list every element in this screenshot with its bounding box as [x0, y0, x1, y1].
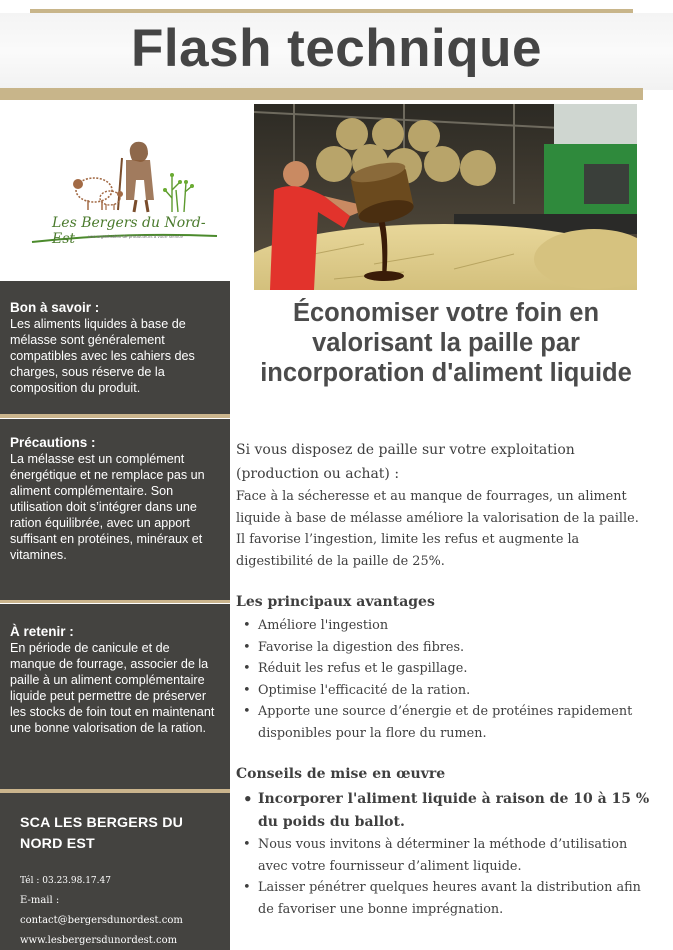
precautions-heading: Précautions :	[10, 435, 96, 450]
list-item: • Incorporer l'aliment liquide à raison de 10 à 15 % du poids du ballot.	[236, 788, 656, 834]
contact-box	[0, 793, 230, 950]
advantages-list	[236, 615, 656, 744]
farm-photo	[254, 104, 637, 290]
list-item: • Optimise l'efficacité de la ration.	[236, 680, 656, 702]
precautions-text: La mélasse est un complément énergétique et ne remplace pas un aliment complémentaire. Son utilisation doit s’intégrer dans une ration équilibrée, avec un apport suffisant en protéines, minéraux et vitamines.	[10, 452, 205, 562]
intro-lead: Si vous disposez de paille sur votre exploitation (production ou achat) :	[236, 442, 575, 482]
farmer-pouring-molasses-image	[254, 104, 637, 290]
list-item: • Apporte une source d’énergie et de protéines rapidement disponibles pour la flore du rumen.	[236, 701, 656, 744]
intro-section	[236, 438, 651, 572]
logo-name: Les Bergers du Nord-Est	[52, 215, 206, 247]
tips-list	[236, 788, 656, 920]
list-item: • Réduit les refus et le gaspillage.	[236, 658, 656, 680]
precautions-box	[0, 419, 230, 602]
page-title: Flash technique	[131, 19, 542, 78]
list-item: • Favorise la digestion des fibres.	[236, 637, 656, 659]
advantages-heading: Les principaux avantages	[236, 594, 435, 610]
tips-heading: Conseils de mise en œuvre	[236, 766, 446, 782]
article-title: Économiser votre foin en valorisant la paille par incorporation d'aliment liquide	[260, 299, 632, 387]
bon-a-savoir-box	[0, 281, 230, 414]
list-item: • Nous vous invitons à déterminer la méthode d’utilisation avec votre fournisseur d’aliment liquide.	[236, 834, 656, 877]
sidebar-divider	[0, 414, 230, 418]
a-retenir-text: En période de canicule et de manque de fourrage, associer de la paille à un aliment complémentaire liquide peut permettre de préserver les stocks de foin tout en maintenant une bonne valorisation de la ration.	[10, 641, 215, 735]
contact-email[interactable]: E-mail : contact@bergersdunordest.com	[20, 895, 183, 926]
a-retenir-box	[0, 604, 230, 789]
header-bottom-rule	[0, 88, 643, 100]
bon-a-savoir-text: Les aliments liquides à base de mélasse sont généralement compatibles avec les cahiers des charges, sous réserve de la composition du produit.	[10, 317, 195, 395]
list-item: • Laisser pénétrer quelques heures avant la distribution afin de favoriser une bonne imprégnation.	[236, 877, 656, 920]
a-retenir-heading: À retenir :	[10, 624, 74, 639]
list-item: • Améliore l'ingestion	[236, 615, 656, 637]
intro-body: Face à la sécheresse et au manque de fourrages, un aliment liquide à base de mélasse améliore la valorisation de la paille. Il favorise l’ingestion, limite les refus et augmente la digestibilité de la paille de 25%.	[236, 489, 639, 569]
sidebar-divider	[0, 600, 230, 603]
bon-a-savoir-heading: Bon à savoir :	[10, 300, 100, 315]
contact-phone: Tél : 03.23.98.17.47	[20, 876, 111, 886]
org-name: SCA LES BERGERS DU NORD EST	[20, 815, 184, 852]
logo-tagline: une organisation de producteurs à votre service	[88, 234, 184, 239]
contact-website[interactable]: www.lesbergersdunordest.com	[20, 935, 178, 946]
